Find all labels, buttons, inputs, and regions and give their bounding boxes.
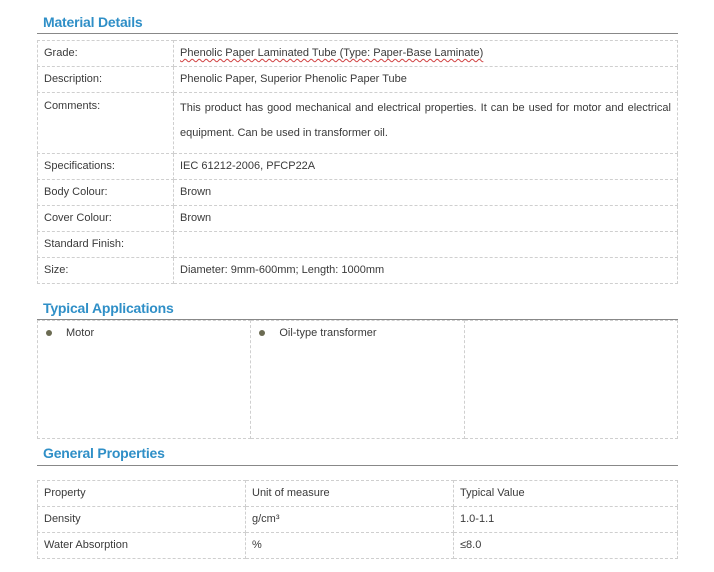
table-row bbox=[38, 206, 678, 232]
table-row bbox=[38, 507, 678, 533]
body-colour-value: Brown bbox=[174, 180, 678, 206]
standard-finish-value bbox=[174, 232, 678, 258]
section-rule bbox=[37, 33, 678, 34]
table-row bbox=[38, 232, 678, 258]
cover-colour-value: Brown bbox=[174, 206, 678, 232]
size-label: Size: bbox=[38, 258, 174, 284]
property-value: 1.0-1.1 bbox=[454, 507, 678, 533]
application-cell bbox=[464, 321, 677, 439]
application-cell bbox=[38, 321, 251, 439]
bullet-icon bbox=[259, 330, 265, 336]
table-row bbox=[38, 93, 678, 154]
table-row bbox=[38, 258, 678, 284]
body-colour-label: Body Colour: bbox=[38, 180, 174, 206]
material-details-title: Material Details bbox=[43, 14, 143, 30]
table-row bbox=[38, 154, 678, 180]
header-property: Property bbox=[38, 481, 246, 507]
size-value: Diameter: 9mm-600mm; Length: 1000mm bbox=[174, 258, 678, 284]
comments-label: Comments: bbox=[38, 93, 174, 154]
specifications-value: IEC 61212-2006, PFCP22A bbox=[174, 154, 678, 180]
table-row bbox=[38, 533, 678, 559]
standard-finish-label: Standard Finish: bbox=[38, 232, 174, 258]
property-name: Water Absorption bbox=[38, 533, 246, 559]
grade-value: Phenolic Paper Laminated Tube (Type: Paper-Base Laminate) bbox=[174, 41, 678, 67]
header-typical-value: Typical Value bbox=[454, 481, 678, 507]
application-cell bbox=[251, 321, 464, 439]
property-value: ≤8.0 bbox=[454, 533, 678, 559]
comments-value: This product has good mechanical and electrical properties. It can be used for motor and electrical equipment. Can be used in transformer oil. bbox=[174, 93, 678, 154]
application-motor: Motor bbox=[66, 327, 95, 339]
grade-label: Grade: bbox=[38, 41, 174, 67]
specifications-label: Specifications: bbox=[38, 154, 174, 180]
typical-applications-title: Typical Applications bbox=[43, 300, 174, 316]
general-properties-title: General Properties bbox=[43, 445, 165, 461]
table-header-row bbox=[38, 481, 678, 507]
property-name: Density bbox=[38, 507, 246, 533]
table-row bbox=[38, 41, 678, 67]
table-row bbox=[38, 321, 678, 439]
property-unit: g/cm³ bbox=[246, 507, 454, 533]
description-value: Phenolic Paper, Superior Phenolic Paper Tube bbox=[174, 67, 678, 93]
description-label: Description: bbox=[38, 67, 174, 93]
material-details-table bbox=[37, 40, 678, 284]
general-properties-table bbox=[37, 480, 678, 559]
table-row bbox=[38, 180, 678, 206]
table-row bbox=[38, 67, 678, 93]
section-rule bbox=[37, 465, 678, 466]
header-unit: Unit of measure bbox=[246, 481, 454, 507]
typical-applications-table bbox=[37, 320, 678, 439]
bullet-icon bbox=[46, 330, 52, 336]
property-unit: % bbox=[246, 533, 454, 559]
cover-colour-label: Cover Colour: bbox=[38, 206, 174, 232]
application-oil-transformer: Oil-type transformer bbox=[279, 327, 377, 339]
